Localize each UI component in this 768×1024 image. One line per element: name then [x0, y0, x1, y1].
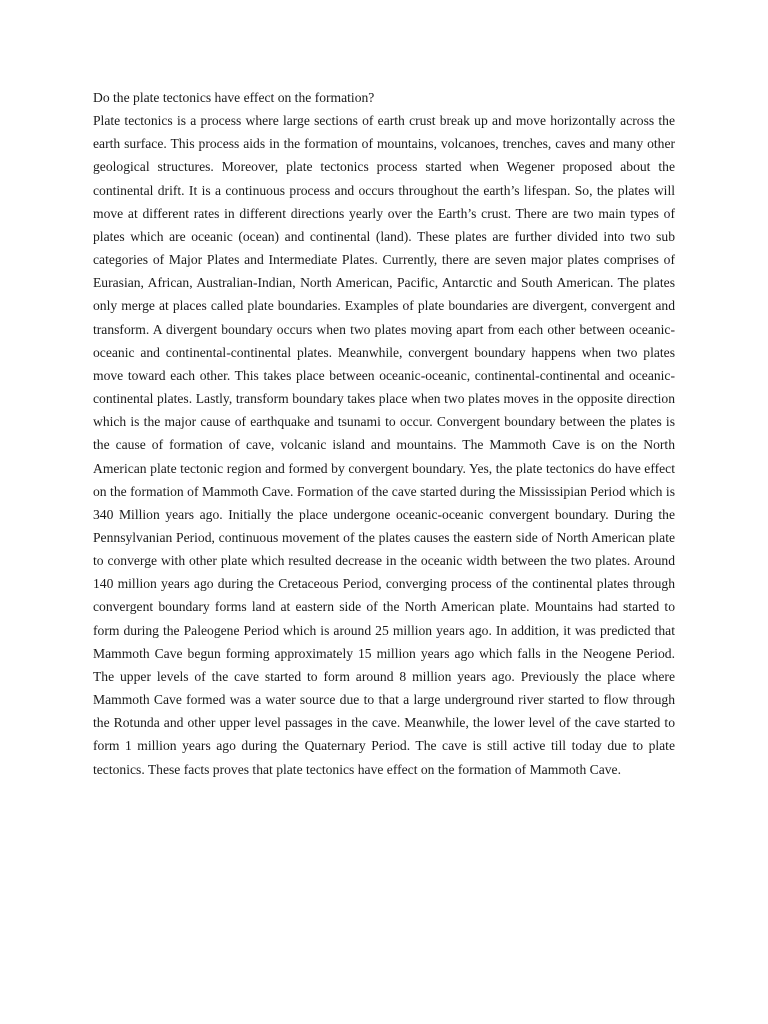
body-paragraph: Plate tectonics is a process where large sections of earth crust break up and move horizontally across the earth surface. This process aids in the formation of mountains, volcanoes, trenches, caves and many other geological structures. Moreover, plate tectonics process started when Wegener proposed about the continental drift. It is a continuous process and occurs throughout the earth’s lifespan. So, the plates will move at different rates in different directions yearly over the Earth’s crust. There are two main types of plates which are oceanic (ocean) and continental (land). These plates are further divided into two sub categories of Major Plates and Intermediate Plates. Currently, there are seven major plates comprises of Eurasian, African, Australian-Indian, North American, Pacific, Antarctic and South American. The plates only merge at places called plate boundaries. Examples of plate boundaries are divergent, convergent and transform. A divergent boundary occurs when two plates moving apart from each other between oceanic-oceanic and continental-continental plates. Meanwhile, convergent boundary happens when two plates move toward each other. This takes place between oceanic-oceanic, continental-continental and oceanic-continental plates. Lastly, transform boundary takes place when two plates moves in the opposite direction which is the major cause of earthquake and tsunami to occur. Convergent boundary between the plates is the cause of formation of cave, volcanic island and mountains. The Mammoth Cave is on the North American plate tectonic region and formed by convergent boundary. Yes, the plate tectonics do have effect on the formation of Mammoth Cave. Formation of the cave started during the Mississipian Period which is 340 Million years ago. Initially the place undergone oceanic-oceanic convergent boundary. During the Pennsylvanian Period, continuous movement of the plates causes the eastern side of North American plate to converge with other plate which resulted decrease in the oceanic width between the two plates. Around 140 million years ago during the Cretaceous Period, converging process of the continental plates through convergent boundary forms land at eastern side of the North American plate. Mountains had started to form during the Paleogene Period which is around 25 million years ago. In addition, it was predicted that Mammoth Cave begun forming approximately 15 million years ago which falls in the Neogene Period. The upper levels of the cave started to form around 8 million years ago. Previously the place where Mammoth Cave formed was a water source due to that a large underground river started to flow through the Rotunda and other upper level passages in the cave. Meanwhile, the lower level of the cave started to form 1 million years ago during the Quaternary Period. The cave is still active till today due to plate tectonics. These facts proves that plate tectonics have effect on the formation of Mammoth Cave. [93, 113, 675, 777]
document-content [93, 86, 675, 781]
question-heading: Do the plate tectonics have effect on the formation? [93, 90, 375, 105]
